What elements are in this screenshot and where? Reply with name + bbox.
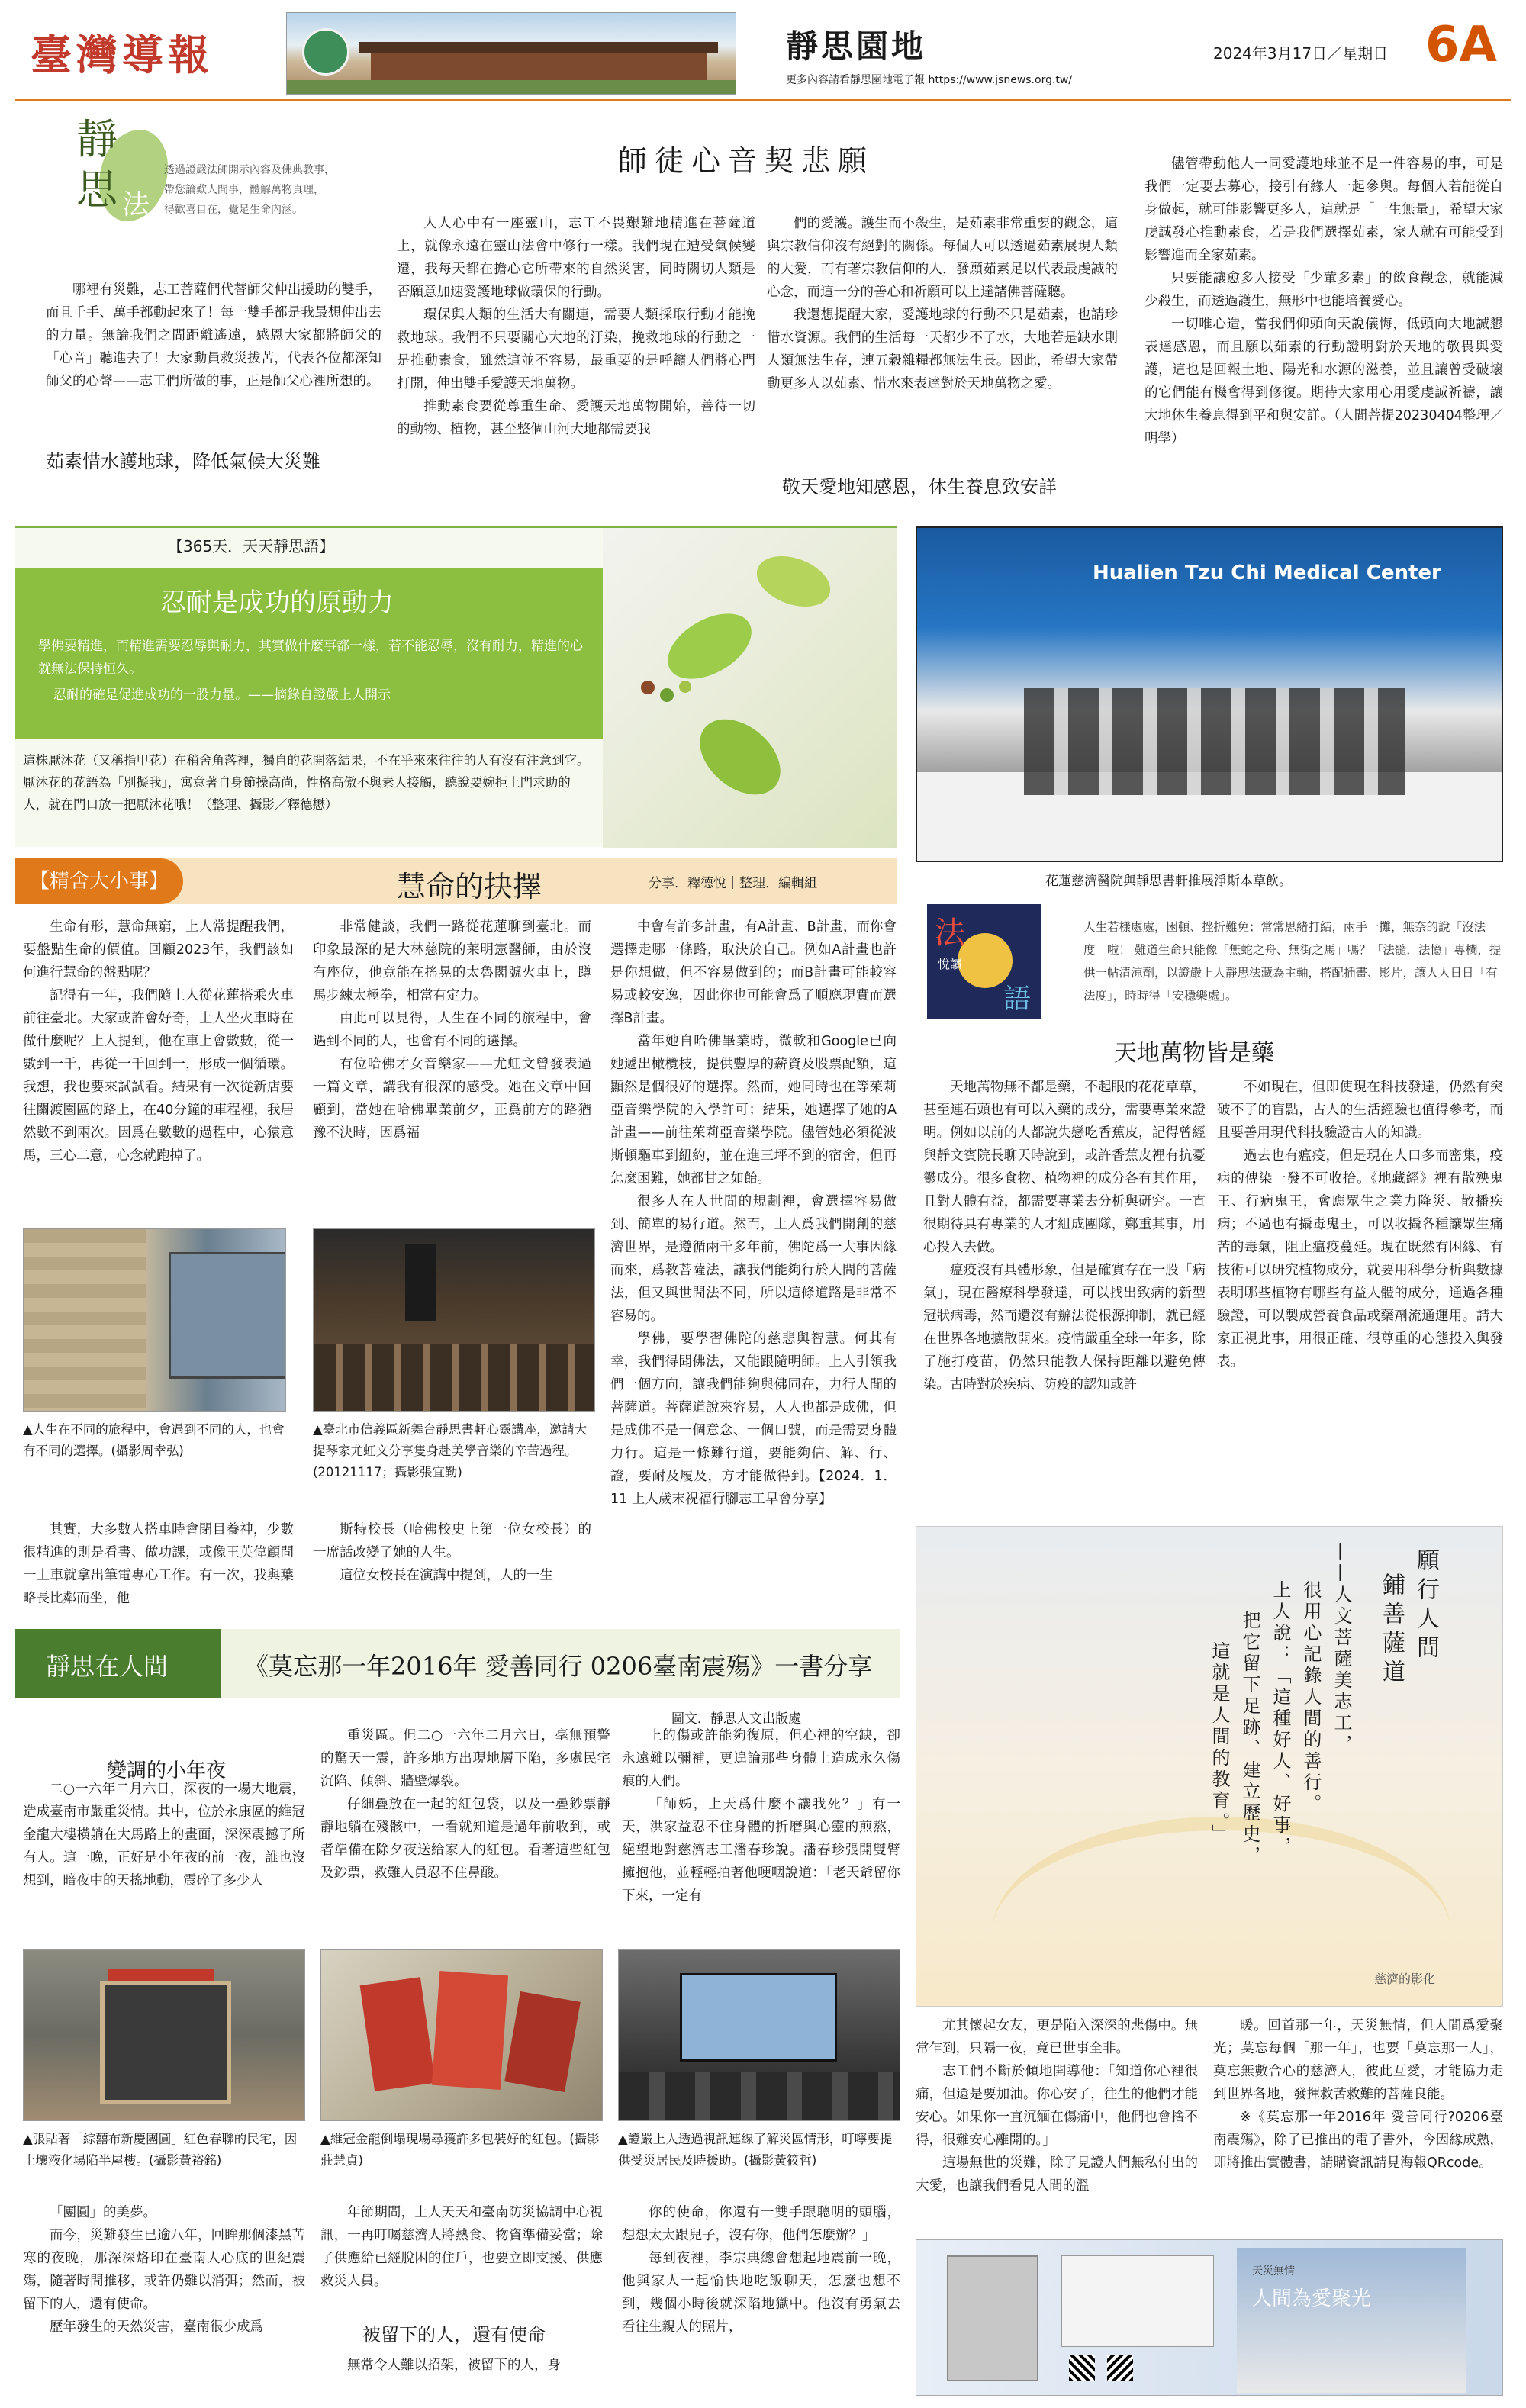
dharma-col4-text bbox=[1144, 153, 1503, 450]
header-rule bbox=[15, 99, 1511, 101]
calligraphy-line: 上人說：「這種好人、好事， bbox=[1270, 1580, 1291, 1858]
paragraph: 過去也有瘟疫，但是現在人口多而密集，疫病的傳染一發不可收拾。《地藏經》裡有散殃鬼王、行病鬼王，會應眾生之業力降災、散播疾病；不過也有攝毒鬼王，可以收攝各種讓眾生痛苦的毒氣，阻止瘟疫蔓延。現在既然有困緣、有技術可以研究植物成分，就要用科學分析與數據表明哪些植物有哪些有益人體的成分，通過各種驗證，可以製成營養食品或藥劑流通運用。請大家正視此事，用很正確、很尊重的心態投入與發表。 bbox=[1217, 1148, 1503, 1370]
calligraphy-signature: 慈濟的影化 bbox=[1374, 1972, 1436, 1986]
paragraph: 只要能讓愈多人接受「少葷多素」的飲食觀念，就能減少殺生，而透過護生，無形中也能培養愛心。 bbox=[1144, 271, 1503, 309]
paragraph: 儘管帶動他人一同愛護地球並不是一件容易的事，可是我們一定要去募心，接引有緣人一起參與。每個人若能從自身做起，就可能影響更多人，這就是「一生無量」，希望大家虔誠發心推動素食，若是我們選擇茹素，家人就有可能受到影響進而全家茹素。 bbox=[1144, 156, 1503, 263]
jsrj-sub1: 變調的小年夜 bbox=[107, 1759, 227, 1782]
paragraph: 非常健談，我們一路從花蓮聊到臺北。而印象最深的是大林慈院的莱明憲醫師，由於沒有座位，他竟能在搖晃的太魯閣號火車上，蹲馬步練太極拳，相當有定力。 bbox=[313, 919, 591, 1003]
jingsi-photo bbox=[603, 528, 897, 848]
paragraph: 這位女校長在演講中提到，人的一生 bbox=[340, 1568, 553, 1583]
jsrj-credit: 圖文．靜思人文出版處 bbox=[671, 1711, 801, 1727]
jingsi-green-panel bbox=[15, 568, 603, 739]
qr-code-icon bbox=[1069, 2355, 1095, 2381]
paragraph: 當年她自哈佛畢業時，微軟和Google已向她遞出橄欖枝，提供豐厚的薪資及股票配額，這顯然是個很好的選擇。然而，她同時也在等茱莉亞音樂學院的入學許可；結果，她選擇了她的A計畫——前往茱莉亞音樂學院。儘管她必須從波斯頓驅車到紐約，並在進三坪不到的宿舍，但再怎麼困難，她都甘之如飴。 bbox=[610, 1034, 897, 1186]
intro-line: 得歡喜自在，覺足生命內涵。 bbox=[164, 204, 303, 216]
jsrj-colA2-text bbox=[23, 2201, 305, 2339]
paragraph: 斯特校長（哈佛校史上第一位女校長）的一席話改變了她的人生。 bbox=[313, 1522, 591, 1560]
jsrj-photo-video bbox=[618, 1949, 900, 2121]
jsrj-colB2-text bbox=[320, 2201, 603, 2293]
jingsi-body2: 忍耐的確是促進成功的一股力量。——摘錄自證嚴上人開示 bbox=[53, 687, 391, 703]
jingshe-photo-train bbox=[23, 1228, 286, 1412]
jingshe-col1b-text: 其實，大多數人搭車時會閉目養神，少數很精進的則是看書、做功課，或像王英偉顧問一上車就拿出筆電專心工作。有一次，我與葉略長比鄰而坐，他 bbox=[23, 1522, 294, 1606]
fayu-col2 bbox=[1217, 1076, 1503, 1518]
jingshe-col2b-text bbox=[313, 1518, 591, 1587]
jsrj-colB3 bbox=[320, 2354, 603, 2400]
dharma-headline: 師徒心音契悲願 bbox=[618, 144, 875, 178]
fayu-col1 bbox=[923, 1076, 1206, 1518]
jsrj-colB-text bbox=[320, 1724, 610, 1885]
dharma-intro bbox=[164, 160, 335, 220]
calligraphy-line: ——人文菩薩美志工， bbox=[1331, 1542, 1352, 1756]
jingshe-col3 bbox=[610, 916, 897, 1587]
jsrj-colD-text bbox=[916, 2014, 1198, 2197]
jingshe-col2b bbox=[313, 1518, 591, 1610]
jingshe-col3-text bbox=[610, 916, 897, 1511]
jsrj-tag: 靜思在人間 bbox=[46, 1652, 169, 1681]
fayu-title: 天地萬物皆是藥 bbox=[1114, 1040, 1274, 1067]
jingshe-photo-lecture bbox=[313, 1228, 595, 1412]
paragraph: 「團圓」的美夢。 bbox=[50, 2205, 156, 2220]
jsrj-colB2 bbox=[320, 2201, 603, 2304]
issue-date: 2024年3月17日／星期日 bbox=[1213, 44, 1389, 63]
jingsi-body1: 學佛要精進，而精進需要忍辱與耐力，其實做什麼事都一樣，若不能忍辱，沒有耐力，精進的心就無法保持恒久。 bbox=[38, 639, 583, 677]
calligraphy-title2: 鋪善薩道 bbox=[1378, 1573, 1405, 1688]
book-poster bbox=[916, 2239, 1503, 2396]
qr-code-icon bbox=[1107, 2355, 1133, 2381]
calligraphy-panel bbox=[916, 1526, 1503, 2007]
fayu-col2-text bbox=[1217, 1076, 1503, 1373]
book-preview bbox=[1061, 2255, 1214, 2347]
paragraph: 你的使命，你還有一雙手跟聰明的頭腦，想想太太跟兒子，沒有你，他們怎麼辦？」 bbox=[622, 2205, 900, 2243]
jingshe-tag: 【精舍大小事】 bbox=[15, 858, 183, 904]
paragraph: 一切唯心造，當我們仰頭向天說儀悔，低頭向大地誠懇表達感恩，而且願以茹素的行動證明對於天地的敬畏與愛護，這也是回報土地、陽光和水源的滋養，並且讓曾受破壞的它們能有機會得到修復。期待大家用心用愛虔誠祈禱，讓大地休生養息得到平和與安詳。（人間菩提20230404整理／明學） bbox=[1144, 317, 1503, 446]
paragraph: 環保與人類的生活大有關連，需要人類採取行動才能挽救地球。我們不只要關心大地的汙染，挽救地球的行動之一是推動素食，雖然這並不容易，最重要的是呼籲人們將心門打開，伸出雙手愛護天地萬物。 bbox=[397, 307, 755, 391]
paragraph: 們的愛護。護生而不殺生，是茹素非常重要的觀念，這與宗教信仰沒有絕對的關係。每個人可以透過茹素展現人類的大愛，而有著宗教信仰的人，發願茹素足以代表最虔誠的心念，而這一分的善心和祈願可以上達諸佛菩薩聽。 bbox=[767, 216, 1118, 300]
jsrj-caption3: ▲證嚴上人透過視訊連線了解災區情形，叮嚀要提供受災居民及時援助。(攝影黃筱哲) bbox=[618, 2132, 893, 2168]
jingshe-title: 慧命的抉擇 bbox=[397, 870, 542, 903]
paragraph: 推動素食要從尊重生命、愛護天地萬物開始，善待一切的動物、植物，甚至整個山河大地都需要我 bbox=[397, 399, 755, 437]
section-title: 靜思園地 bbox=[786, 27, 927, 65]
paragraph: 人人心中有一座靈山，志工不畏艱難地精進在菩薩道上，就像永遠在靈山法會中修行一樣。我們現在遭受氣候變遷，我每天都在擔心它所帶來的自然災害，同時關切人類是否願意加速愛護地球做環保的行動。 bbox=[397, 216, 755, 300]
jsrj-photo-house bbox=[23, 1949, 305, 2121]
jingshe-col1b bbox=[23, 1518, 294, 1610]
jsrj-colC2-text bbox=[622, 2201, 900, 2339]
jsrj-colB3-text: 無常令人難以招架，被留下的人，身 bbox=[347, 2358, 561, 2373]
paragraph: 年節期間，上人天天和臺南防災協調中心視訊，一再叮囑慈濟人將熱食、物資準備妥當；除了供應給已經脫困的住戶，也要立即支援、供應救災人員。 bbox=[320, 2205, 603, 2289]
paragraph: 中會有許多計畫，有A計畫、B計畫，而你會選擇走哪一條路，取決於自己。例如A計畫也許是你想做，但不容易做到的；而B計畫可能較容易或較安逸，因此你也可能會爲了順應現實而選擇B計畫。 bbox=[610, 919, 897, 1026]
jsrj-sub2: 被留下的人，還有使命 bbox=[362, 2324, 546, 2345]
medical-photo bbox=[916, 526, 1503, 862]
badge-char: 悅讀 bbox=[938, 957, 963, 971]
book-sub: 天災無情 bbox=[1252, 2265, 1295, 2278]
paragraph: 瘟疫沒有具體形象，但是確實存在一股「病氣」，現在醫療科學發達，可以找出致病的新型冠狀病毒，然而還沒有辦法從根源抑制，就已經在世界各地擴散開來。疫情嚴重全球一年多，除了施打疫苗，仍然只能教人保持距離以避免傳染。古時對於疾病、防疫的認知或許 bbox=[923, 1263, 1206, 1392]
medical-sign: Hualien Tzu Chi Medical Center bbox=[1093, 562, 1441, 584]
paragraph: 學佛，要學習佛陀的慈悲與智慧。何其有幸，我們得聞佛法，又能跟隨明師。上人引領我們一個方向，讓我們能夠與佛同在，力行人間的菩薩道。菩薩道說來容易，人人也都是成佛，但是成佛不是一個意念、一個口號，而是需要身體力行。這是一條難行道，要能夠信、解、行、證，要耐及履及，方才能做得到。【2024．1．11 上人歲末祝福行腳志工早會分享】 bbox=[610, 1331, 897, 1507]
tzuchi-emblem-icon bbox=[302, 28, 349, 76]
dharma-col3-text bbox=[767, 212, 1118, 395]
dharma-col4 bbox=[1144, 153, 1503, 511]
jingshe-caption2: ▲臺北市信義區新舞台靜思書軒心靈講座，邀請大提琴家尤虹文分享隻身赴美學音樂的辛苦過程。(20121117；攝影張宜勤) bbox=[313, 1422, 588, 1479]
paragraph: 由此可以見得，人生在不同的旅程中，會遇到不同的人，也會有不同的選擇。 bbox=[313, 1011, 591, 1049]
fayu-col1-text bbox=[923, 1076, 1206, 1396]
paragraph: 仔細疊放在一起的紅包袋，以及一疊鈔票靜靜地躺在殘骸中，一看就知道是過年前收到，或者準備在除夕夜送給家人的紅包。看著這些紅包及鈔票，救難人員忍不住鼻酸。 bbox=[320, 1797, 610, 1881]
paragraph: 這場無世的災難，除了見證人們無私付出的大愛，也讓我們看見人間的溫 bbox=[916, 2155, 1198, 2194]
intro-line: 透過證嚴法師開示內容及佛典教事， bbox=[164, 164, 335, 176]
dharma-subhead2: 敬天愛地知感恩，休生養息致安詳 bbox=[782, 476, 1057, 497]
jingsi-note: 這株厭沐花（又稱指甲花）在稍舍角落裡，獨自的花開落結果，不在乎來來往往的人有沒有注意到它。厭沐花的花語為「別擬我」，寓意著自身節操高尚，性格高傲不與素人接觸，聽說要婉拒上門求助的人，就在門口放一把厭沐花哦！（整理、攝影／釋德懋） bbox=[23, 753, 590, 812]
jingshe-caption1: ▲人生在不同的旅程中，會遇到不同的人，也會有不同的選擇。(攝影周幸弘) bbox=[23, 1422, 285, 1458]
badge-char: 法 bbox=[935, 916, 965, 951]
book-cover-left bbox=[947, 2255, 1038, 2381]
jingshe-credit: 分享．釋德悅｜整理．編輯組 bbox=[649, 876, 817, 891]
paragraph: 天地萬物無不都是藥，不起眼的花花草草，甚至連石頭也有可以入藥的成分，需要專業來證明。例如以前的人都說失戀吃香蕉皮，記得曾經與靜文賓院長聊天時說到，或許香蕉皮裡有抗憂鬱成分。很多食物、植物裡的成分各有其作用，且對人體有益，都需要專業去分析與研究。一直很期待具有專業的人才組成團隊，鄭重其事，用心投入去做。 bbox=[923, 1080, 1206, 1255]
fayu-intro: 人生若樣處處，困頓、挫折難免；常常思緒打結，兩手一攤，無奈的說「沒法度」啦！ 難道生命只能像「無蛇之舟、無街之馬」嗎？「法髓．法憶」專欄，提供一帖清涼劑，以證嚴上人靜思法藏為主軸，搭配插畫、影片，讓人人日日「有法度」，時時得「安穩樂處」。 bbox=[1083, 920, 1502, 1003]
logo-char: 靜 bbox=[76, 115, 118, 163]
jingshe-banner bbox=[15, 858, 897, 904]
jsrj-colC2 bbox=[622, 2201, 900, 2400]
dharma-subhead1: 茹素惜水護地球，降低氣候大災難 bbox=[46, 451, 320, 472]
paragraph: 歷年發生的天然災害，臺南很少成爲 bbox=[50, 2319, 263, 2335]
dharma-logo bbox=[46, 107, 168, 275]
jingshe-col2 bbox=[313, 916, 591, 1217]
badge-char: 語 bbox=[1003, 983, 1032, 1015]
jsrj-caption1: ▲張貼著「綜囍布新慶團圓」紅色春聯的民宅，因土壤液化場陷半屋樓。(攝影黃裕銘) bbox=[23, 2132, 298, 2168]
logo-char: 法 bbox=[122, 189, 150, 221]
jingsi-box bbox=[15, 526, 897, 847]
jsrj-banner bbox=[15, 1629, 900, 1698]
page-number: 6A bbox=[1425, 17, 1498, 73]
jingshe-col1 bbox=[23, 916, 294, 1217]
paragraph: ※《莫忘那一年2016年 愛善同行?0206臺南震殤》，除了已推出的電子書外，今因緣成熟，即將推出實體書，請購資訊請見海報QRcode。 bbox=[1213, 2110, 1503, 2171]
paragraph: 我還想提醒大家，愛護地球的行動不只是茹素，也請珍惜水資源。我們的生活每一天都少不了水，大地若是缺水則人類無法生存，連五穀雜糧都無法生長。因此，希望大家帶動更多人以茹素、惜水來表達對於天地萬物之愛。 bbox=[767, 307, 1118, 391]
dharma-col2 bbox=[397, 212, 755, 494]
jsrj-colB bbox=[320, 1724, 610, 1938]
dharma-col1 bbox=[46, 278, 382, 439]
calligraphy-line: 把它留下足跡、建立歷史， bbox=[1239, 1611, 1260, 1867]
calligraphy-line: 很用心記錄人間的善行。 bbox=[1300, 1580, 1322, 1815]
masthead bbox=[15, 8, 1511, 99]
dharma-col2-text bbox=[397, 212, 755, 441]
jsrj-caption2: ▲維冠金龍倒塌現場尋獲許多包裝好的紅包。(攝影莊慧貞) bbox=[320, 2132, 600, 2168]
newspaper-logo: 臺灣導報 bbox=[31, 31, 214, 79]
paragraph: 生命有形，慧命無窮，上人常提醒我們，要盤點生命的價值。回顧2023年，我們該如何進行慧命的盤點呢？ bbox=[23, 919, 294, 980]
jingshe-col1-text bbox=[23, 916, 294, 1167]
jsrj-colC-text bbox=[622, 1724, 900, 1907]
header-banner-image bbox=[286, 12, 736, 95]
jingshe-col2-text bbox=[313, 916, 591, 1144]
jsrj-colD bbox=[916, 2014, 1198, 2228]
fayu-badge bbox=[927, 904, 1041, 1019]
paragraph: 尤其懷起女友，更是陷入深深的悲傷中。無常乍到，只隔一夜，竟已世事全非。 bbox=[916, 2018, 1198, 2056]
paragraph: 很多人在人世間的規劃裡，會選擇容易做到、簡單的易行道。然而，上人爲我們開創的慈濟世界，是遵循兩千多年前，佛陀爲一大事因緣而來，爲教菩薩法，讓我們能夠行於人間的菩薩法，但又與世間法不同，所以這條道路是非常不容易的。 bbox=[610, 1194, 897, 1324]
paragraph: 重災區。但二○一六年二月六日，毫無預警的驚天一震，許多地方出現地層下陷，多處民宅沉陷、傾斜、牆壁爆裂。 bbox=[320, 1728, 610, 1789]
jsrj-colE bbox=[1213, 2014, 1503, 2228]
logo-char: 語 bbox=[122, 226, 150, 257]
paragraph: 而今，災難發生已逾八年，回眸那個漆黑苦寒的夜晚，那深深烙印在臺南人心底的世紀震殤，隨著時間推移，或許仍難以消弭；然而，被留下的人，還有使命。 bbox=[23, 2228, 305, 2312]
dharma-col3 bbox=[767, 212, 1118, 464]
jingsi-tag: 【365天．天天靜思語】 bbox=[168, 537, 335, 555]
calligraphy-line: 這就是人間的教育。」 bbox=[1209, 1641, 1230, 1846]
paragraph: 志工們不斷於傾地開導他：「知道你心裡很痛，但還是要加油。你心安了，往生的他們才能安心。如果你一直沉緬在傷痛中，他們也會捨不得，很難安心離開的。」 bbox=[916, 2064, 1198, 2148]
paragraph: 上的傷或許能夠復原，但心裡的空缺，卻永遠難以彌補，更遑論那些身體上造成永久傷痕的人們。 bbox=[622, 1728, 900, 1789]
paragraph: 暖。回首那一年，天災無情，但人間爲愛聚光；莫忘每個「那一年」，也要「莫忘那一人」，莫忘無數合心的慈濟人，彼此互愛，才能協力走到世界各地，發揮救苦救難的菩薩良能。 bbox=[1213, 2018, 1503, 2102]
calligraphy-title1: 願行人間 bbox=[1412, 1548, 1439, 1664]
book-title: 人間為愛聚光 bbox=[1252, 2287, 1372, 2310]
jsrj-colE-text bbox=[1213, 2014, 1503, 2175]
jsrj-colA2 bbox=[23, 2201, 305, 2400]
jsrj-photo-envelopes bbox=[320, 1949, 603, 2121]
paragraph: 每到夜裡，李宗典總會想起地震前一晚，他與家人一起愉快地吃飯聊天，怎麼也想不到，幾個小時後就深陷地獄中。他沒有勇氣去看往生親人的照片， bbox=[622, 2251, 900, 2335]
jsrj-colC bbox=[622, 1724, 900, 1938]
logo-char: 思 bbox=[76, 166, 118, 214]
jsrj-colA bbox=[23, 1778, 305, 1938]
dharma-col1-text: 哪裡有災難，志工菩薩們代替師父伸出援助的雙手，而且千手、萬手都動起來了！每一雙手都是我最想伸出去的力量。無論我們之間距離遙遠，感恩大家都將師父的「心音」聽進去了！大家動員救災拔苦，代表各位都深知師父的心聲——志工們所做的事，正是師父心裡所想的。 bbox=[46, 282, 382, 389]
jingsi-title: 忍耐是成功的原動力 bbox=[160, 588, 394, 618]
section-subtitle: 更多內容請看靜思園地電子報 https://www.jsnews.org.tw/ bbox=[786, 74, 1073, 86]
medical-caption: 花蓮慈濟醫院與靜思書軒推展淨斯本草飲。 bbox=[1045, 874, 1292, 889]
paragraph: 不如現在，但即使現在科技發達，仍然有突破不了的盲點，古人的生活經驗也值得參考，而且要善用現代科技驗證古人的知識。 bbox=[1217, 1080, 1503, 1141]
jsrj-title: 《莫忘那一年2016年 愛善同行 0206臺南震殤》一書分享 bbox=[244, 1652, 873, 1681]
paragraph: 有位哈佛才女音樂家——尤虹文曾發表過一篇文章，講我有很深的感受。她在文章中回顧到，當她在哈佛畢業前夕，正爲前方的路猶豫不決時，因爲福 bbox=[313, 1057, 591, 1141]
jsrj-colA-text: 二○一六年二月六日，深夜的一場大地震，造成臺南市嚴重災情。其中，位於永康區的維冠金龍大樓橫躺在大馬路上的畫面，深深震撼了所有人。這一晚，正好是小年夜的前一夜，誰也沒想到，暗夜中的天搖地動，震碎了多少人 bbox=[23, 1782, 305, 1888]
intro-line: 帶您論歎人間事，體解萬物真理， bbox=[164, 184, 324, 196]
paragraph: 「師姊，上天爲什麼不讓我死？」有一天，洪家益忍不住身體的折磨與心靈的煎熬，絕望地對慈濟志工潘春珍說。潘春珍張開雙臂擁抱他，並輕輕拍著他哽咽說道：「老天爺留你下來，一定有 bbox=[622, 1797, 900, 1904]
paragraph: 記得有一年，我們隨上人從花蓮搭乘火車前往臺北。大家或許會好奇，上人坐火車時在做什麼呢？上人提到，他在車上會數數，從一數到一千，再從一千回到一，形成一個循環。我想，我也要來試試看。結果有一次從新店要往關渡園區的路上，在40分鐘的車程裡，我居然數不到兩次。因爲在數數的過程中，心猿意馬，三心二意，心念就跑掉了。 bbox=[23, 988, 294, 1164]
